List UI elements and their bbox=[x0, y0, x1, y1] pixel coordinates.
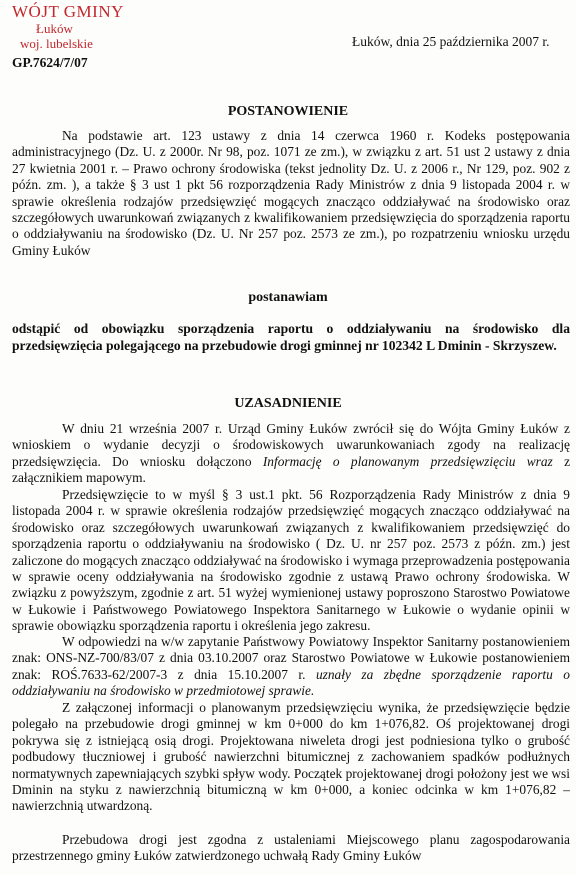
p1-text-b: z załącznikiem mapowym. bbox=[12, 453, 571, 486]
postanawiam-heading: postanawiam bbox=[248, 290, 328, 305]
justification-heading: UZASADNIENIE bbox=[234, 396, 342, 411]
justification-paragraph-4: Z załączonej informacji o planowanym przedsięwzięciu wynika, że przedsięwzięcie będzie polegało na przebudowie drogi gminnej w km 0+000 do km 1+076,82. Oś projektowanej drogi pokrywa się z istniejącą osią drogi. Projektowana niweleta drogi jest podniesiona tylko o grubość podbudowy tłuczniowej i grubość nawierzchni bitumicznej z zachowaniem spadków podłużnych normatywnych zapewniających szybki spływ wody. Początek projektowanej drogi położony jest we wsi Dminin na styku z nawierzchnią bitumiczną w km 0+000, a koniec odcinka w km 1+076,82 – nawierzchnią utwardzoną. bbox=[12, 700, 570, 814]
stamp-town: Łuków bbox=[36, 21, 73, 36]
justification-paragraph-1 bbox=[12, 421, 570, 487]
intro-paragraph: Na podstawie art. 123 ustawy z dnia 14 czerwca 1960 r. Kodeks postępowania administracyjnego (Dz. U. z 2000r. Nr 98, poz. 1071 ze zm.), w związku z art. 51 ust 2 ustawy z dnia 27 kwietnia 2001 r. – Prawo ochrony środowiska (tekst jednolity Dz. U. z 2006 r., Nr 129, poz. 902 z późn. zm. ), a także § 3 ust 1 pkt 56 rozporządzenia Rady Ministrów z dnia 9 listopada 2004 r. w sprawie określenia rodzajów przedsięwzięć mogących znacząco oddziaływać na środowisko oraz szczegółowych uwarunkowań związanych z kwalifikowaniem przedsięwzięcia do sporządzenia raportu o oddziaływaniu na środowisko (Dz. U. Nr 257 poz. 2573 ze zm.), po rozpatrzeniu wniosku urzędu Gminy Łuków bbox=[12, 128, 570, 258]
document-title: POSTANOWIENIE bbox=[227, 104, 349, 119]
p1-italic-title: Informację o planowanym przedsięwzięciu wraz bbox=[262, 453, 553, 469]
justification-paragraph-5: Przebudowa drogi jest zgodna z ustaleniami Miejscowego planu zagospodarowania przestrzennego gminy Łuków zatwierdzonego uchwałą Rady Gminy Łuków bbox=[12, 832, 570, 864]
p3-text: W odpowiedzi na w/w zapytanie Państwowy Powiatowy Inspektor Sanitarny postanowieniem znak: ONS-NZ-700/83/07 z dnia 03.10.2007 oraz Starostwo Powiatowe w Łukowie postanowieniem znak: ROŚ.7633-62/2007-3 z dnia 15.10.2007 r. bbox=[12, 634, 570, 682]
p1-text-a: W dniu 21 września 2007 r. Urząd Gminy Łuków zwrócił się do Wójta Gminy Łuków z wnioskiem o wydanie decyzji o środowiskowych uwarunkowaniach zgody na realizację przedsięwzięcia. Do wniosku dołączono bbox=[12, 421, 570, 469]
justification-paragraph-2: Przedsięwzięcie to w myśl § 3 ust.1 pkt. 56 Rozporządzenia Rady Ministrów z dnia 9 listopada 2004 r. w sprawie określenia rodzajów przedsięwzięć mogących znacząco oddziaływać na środowisko oraz szczegółowych uwarunkowań związanych z kwalifikowaniem przedsięwzięć do sporządzenia raportu o oddziaływaniu na środowisko ( Dz. U. nr 257 poz. 2573 z późn. zm.) jest zaliczone do mogących znacząco oddziaływać na środowisko i wymaga przeprowadzenia postępowania w sprawie oceny oddziaływania na środowisko zgodnie z ustawą Prawo ochrony środowiska. W związku z powyższym, zgodnie z art. 51 wyżej wymienionej ustawy poproszono Starostwo Powiatowe w Łukowie i Państwowego Powiatowego Inspektora Sanitarnego w Łukowie o wydanie opinii w sprawie obowiązku sporządzenia raportu i określenia jego zakresu. bbox=[12, 487, 570, 634]
stamp-title: WÓJT GMINY bbox=[12, 2, 124, 21]
place-and-date: Łuków, dnia 25 października 2007 r. bbox=[352, 34, 550, 49]
justification-paragraph-3 bbox=[12, 634, 570, 700]
reference-number: GP.7624/7/07 bbox=[12, 55, 88, 70]
decision-paragraph: odstąpić od obowiązku sporządzenia raportu o oddziaływaniu na środowisko dla przedsięwzięcia polegającego na przebudowie drogi gminnej nr 102342 L Dminin - Skrzyszew. bbox=[12, 321, 570, 353]
stamp-voivodeship: woj. lubelskie bbox=[20, 36, 93, 51]
office-stamp bbox=[12, 2, 132, 51]
p3-italic-conclusion: uznały za zbędne sporządzenie raportu o oddziaływaniu na środowisko w przedmiotowej sprawie. bbox=[12, 666, 570, 699]
